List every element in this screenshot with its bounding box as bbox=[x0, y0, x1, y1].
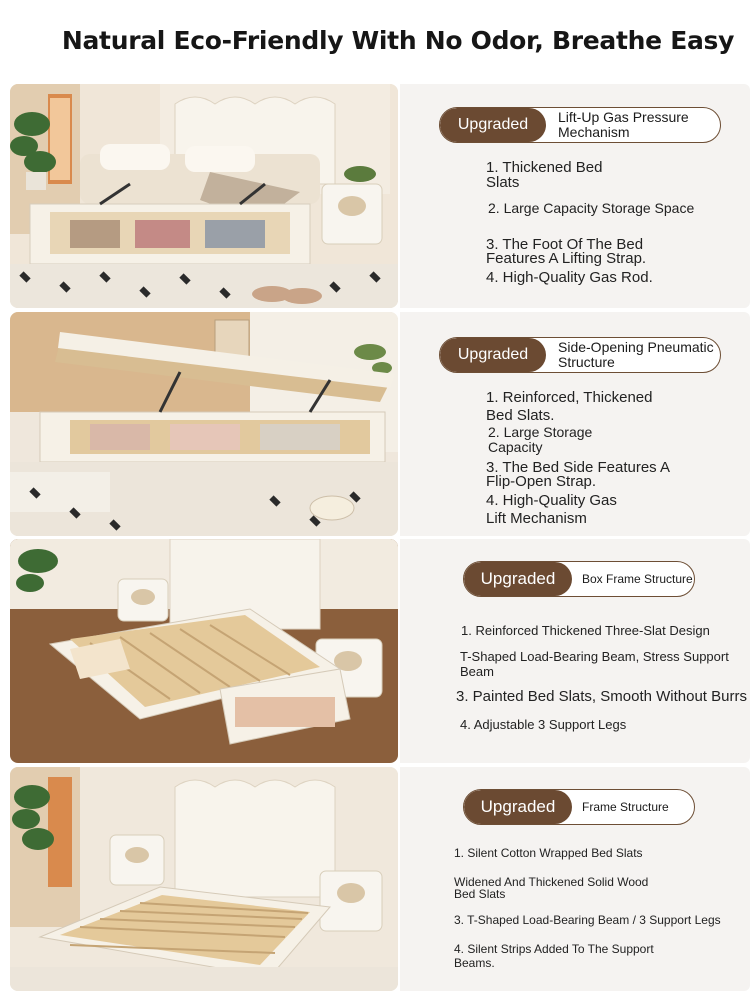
side-opening-storage-bed-photo bbox=[10, 312, 398, 536]
feature-item: 3. Painted Bed Slats, Smooth Without Burrs bbox=[456, 688, 747, 705]
feature-caption: Frame Structure bbox=[582, 799, 669, 814]
upgraded-pill: Upgraded bbox=[464, 562, 572, 596]
feature-item: 4. Adjustable 3 Support Legs bbox=[460, 717, 627, 732]
feature-item: 2. Large Storage Capacity bbox=[488, 424, 593, 455]
feature-panel-gas-lift bbox=[10, 84, 750, 308]
upgraded-badge bbox=[463, 561, 695, 597]
feature-panel-frame bbox=[10, 767, 750, 991]
upgraded-pill: Upgraded bbox=[440, 108, 546, 142]
upgraded-badge bbox=[439, 107, 721, 143]
feature-item: 1. Reinforced Thickened Three-Slat Design bbox=[461, 623, 710, 638]
frame-bed-with-slats-photo bbox=[10, 767, 398, 991]
feature-item: 1. Thickened Bed Slats bbox=[486, 159, 603, 191]
feature-panel-side-opening bbox=[10, 312, 750, 536]
feature-item: T-Shaped Load-Bearing Beam, Stress Support Beam bbox=[460, 649, 729, 679]
upgraded-badge bbox=[463, 789, 695, 825]
feature-item: Widened And Thickened Solid Wood Bed Slats bbox=[454, 875, 649, 901]
feature-item: 4. High-Quality Gas Lift Mechanism bbox=[486, 492, 617, 527]
feature-item: 1. Reinforced, Thickened Bed Slats. bbox=[486, 389, 653, 424]
bed-with-gas-lift-storage-photo bbox=[10, 84, 398, 308]
feature-item: 3. T-Shaped Load-Bearing Beam / 3 Support Legs bbox=[454, 913, 721, 927]
feature-caption: Box Frame Structure bbox=[582, 571, 693, 586]
feature-item: 3. The Bed Side Features A Flip-Open Strap. bbox=[486, 459, 670, 490]
feature-caption: Lift-Up Gas Pressure Mechanism bbox=[558, 109, 689, 140]
feature-info-box-frame bbox=[400, 539, 750, 763]
feature-item: 1. Silent Cotton Wrapped Bed Slats bbox=[454, 846, 643, 860]
feature-item: 2. Large Capacity Storage Space bbox=[488, 200, 695, 216]
upgraded-pill: Upgraded bbox=[464, 790, 572, 824]
feature-panel-box-frame bbox=[10, 539, 750, 763]
feature-info-gas-lift bbox=[400, 84, 750, 308]
upgraded-badge bbox=[439, 337, 721, 373]
upgraded-pill: Upgraded bbox=[440, 338, 546, 372]
feature-item: 4. High-Quality Gas Rod. bbox=[486, 269, 653, 286]
box-frame-bed-with-drawers-photo bbox=[10, 539, 398, 763]
page-headline: Natural Eco-Friendly With No Odor, Breathe Easy bbox=[61, 26, 735, 55]
feature-item: 3. The Foot Of The Bed Features A Lifting Strap. bbox=[486, 236, 647, 267]
feature-info-side-opening bbox=[400, 312, 750, 536]
feature-info-frame bbox=[400, 767, 750, 991]
feature-item: 4. Silent Strips Added To The Support Beams. bbox=[454, 942, 654, 970]
feature-caption: Side-Opening Pneumatic Structure bbox=[558, 339, 714, 370]
